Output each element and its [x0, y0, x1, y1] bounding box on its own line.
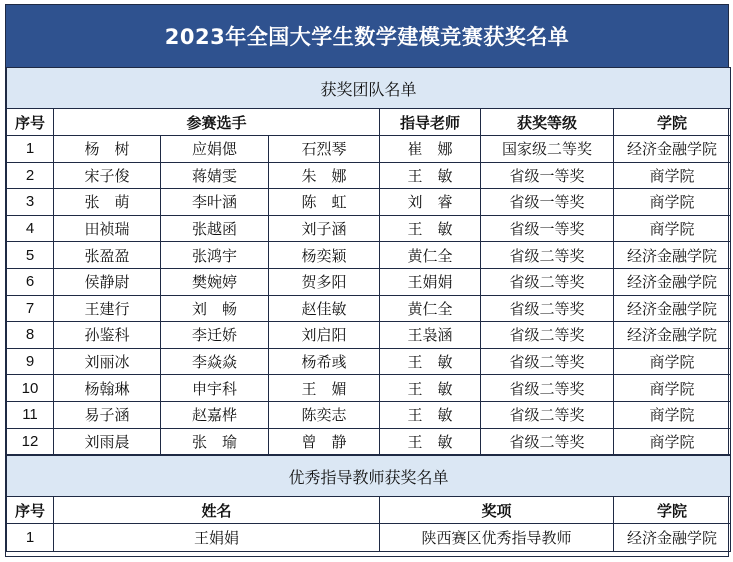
teacher-award-table — [6, 455, 731, 552]
col-header-index: 序号 — [7, 109, 54, 136]
member-2: 李迁娇 — [161, 322, 269, 349]
college: 商学院 — [614, 348, 731, 375]
advisor: 崔 娜 — [380, 136, 481, 163]
member-1: 刘丽冰 — [54, 348, 161, 375]
row-index: 12 — [7, 428, 54, 455]
advisor: 王 敏 — [380, 375, 481, 402]
member-2: 蒋婧雯 — [161, 162, 269, 189]
advisor: 王 敏 — [380, 215, 481, 242]
row-index: 4 — [7, 215, 54, 242]
member-1: 田祯瑞 — [54, 215, 161, 242]
member-2: 刘 畅 — [161, 295, 269, 322]
member-1: 易子涵 — [54, 401, 161, 428]
member-3: 贺多阳 — [269, 268, 380, 295]
table-row — [7, 348, 731, 375]
row-index: 5 — [7, 242, 54, 269]
member-2: 张越函 — [161, 215, 269, 242]
award-level: 省级二等奖 — [481, 322, 614, 349]
award-level: 省级二等奖 — [481, 268, 614, 295]
table-row — [7, 322, 731, 349]
member-3: 陈奕志 — [269, 401, 380, 428]
member-1: 孙鉴科 — [54, 322, 161, 349]
team-section-heading: 获奖团队名单 — [7, 68, 731, 109]
member-3: 刘启阳 — [269, 322, 380, 349]
col-header-name: 姓名 — [54, 497, 380, 524]
table-row — [7, 401, 731, 428]
row-index: 2 — [7, 162, 54, 189]
member-3: 杨希彧 — [269, 348, 380, 375]
award-level: 省级二等奖 — [481, 242, 614, 269]
row-index: 1 — [7, 524, 54, 552]
college: 商学院 — [614, 375, 731, 402]
member-2: 樊婉婷 — [161, 268, 269, 295]
col-header-award: 奖项 — [380, 497, 614, 524]
member-3: 赵佳敏 — [269, 295, 380, 322]
member-1: 刘雨晨 — [54, 428, 161, 455]
member-3: 陈 虹 — [269, 189, 380, 216]
col-header-members: 参赛选手 — [54, 109, 380, 136]
member-1: 王建行 — [54, 295, 161, 322]
member-2: 张鸿宇 — [161, 242, 269, 269]
member-1: 杨 树 — [54, 136, 161, 163]
award-level: 省级二等奖 — [481, 348, 614, 375]
college: 经济金融学院 — [614, 136, 731, 163]
college: 经济金融学院 — [614, 322, 731, 349]
advisor: 黄仁全 — [380, 295, 481, 322]
member-1: 杨翰琳 — [54, 375, 161, 402]
college: 经济金融学院 — [614, 242, 731, 269]
row-index: 1 — [7, 136, 54, 163]
table-row — [7, 162, 731, 189]
member-2: 申宇科 — [161, 375, 269, 402]
table-row — [7, 242, 731, 269]
college: 经济金融学院 — [614, 295, 731, 322]
page-title: 2023年全国大学生数学建模竞赛获奖名单 — [6, 5, 728, 67]
award-level: 省级二等奖 — [481, 401, 614, 428]
col-header-college: 学院 — [614, 109, 731, 136]
table-row — [7, 524, 731, 552]
row-index: 9 — [7, 348, 54, 375]
row-index: 8 — [7, 322, 54, 349]
advisor: 王 敏 — [380, 162, 481, 189]
team-section-heading-row — [7, 68, 731, 109]
teacher-section-heading: 优秀指导教师获奖名单 — [7, 456, 731, 497]
teacher-section-heading-row — [7, 456, 731, 497]
advisor: 王 敏 — [380, 348, 481, 375]
award-level: 省级一等奖 — [481, 215, 614, 242]
table-row — [7, 375, 731, 402]
college: 经济金融学院 — [614, 524, 731, 552]
college: 商学院 — [614, 428, 731, 455]
team-header-row — [7, 109, 731, 136]
col-header-index: 序号 — [7, 497, 54, 524]
award-level: 省级一等奖 — [481, 162, 614, 189]
table-row — [7, 428, 731, 455]
member-3: 王 媚 — [269, 375, 380, 402]
table-row — [7, 215, 731, 242]
member-2: 张 瑜 — [161, 428, 269, 455]
award-name: 陕西赛区优秀指导教师 — [380, 524, 614, 552]
row-index: 7 — [7, 295, 54, 322]
member-2: 应娟偲 — [161, 136, 269, 163]
advisor: 王 敏 — [380, 401, 481, 428]
advisor: 王袅涵 — [380, 322, 481, 349]
advisor: 刘 睿 — [380, 189, 481, 216]
member-3: 朱 娜 — [269, 162, 380, 189]
member-2: 李叶涵 — [161, 189, 269, 216]
table-row — [7, 189, 731, 216]
award-level: 省级二等奖 — [481, 295, 614, 322]
college: 商学院 — [614, 401, 731, 428]
member-3: 石烈琴 — [269, 136, 380, 163]
member-3: 杨奕颖 — [269, 242, 380, 269]
college: 经济金融学院 — [614, 268, 731, 295]
teacher-name: 王娟娟 — [54, 524, 380, 552]
college: 商学院 — [614, 215, 731, 242]
row-index: 6 — [7, 268, 54, 295]
advisor: 黄仁全 — [380, 242, 481, 269]
table-row — [7, 295, 731, 322]
member-3: 刘子涵 — [269, 215, 380, 242]
member-1: 张 萌 — [54, 189, 161, 216]
advisor: 王 敏 — [380, 428, 481, 455]
award-level: 省级二等奖 — [481, 375, 614, 402]
member-2: 赵嘉桦 — [161, 401, 269, 428]
member-3: 曾 静 — [269, 428, 380, 455]
row-index: 11 — [7, 401, 54, 428]
table-row — [7, 136, 731, 163]
award-level: 省级一等奖 — [481, 189, 614, 216]
award-level: 省级二等奖 — [481, 428, 614, 455]
col-header-level: 获奖等级 — [481, 109, 614, 136]
award-list-frame — [5, 4, 729, 557]
col-header-college: 学院 — [614, 497, 731, 524]
member-1: 宋子俊 — [54, 162, 161, 189]
row-index: 3 — [7, 189, 54, 216]
award-level: 国家级二等奖 — [481, 136, 614, 163]
table-row — [7, 268, 731, 295]
col-header-advisor: 指导老师 — [380, 109, 481, 136]
member-1: 侯静尉 — [54, 268, 161, 295]
college: 商学院 — [614, 189, 731, 216]
college: 商学院 — [614, 162, 731, 189]
member-1: 张盈盈 — [54, 242, 161, 269]
row-index: 10 — [7, 375, 54, 402]
advisor: 王娟娟 — [380, 268, 481, 295]
member-2: 李焱焱 — [161, 348, 269, 375]
teacher-header-row — [7, 497, 731, 524]
team-award-table — [6, 67, 731, 455]
